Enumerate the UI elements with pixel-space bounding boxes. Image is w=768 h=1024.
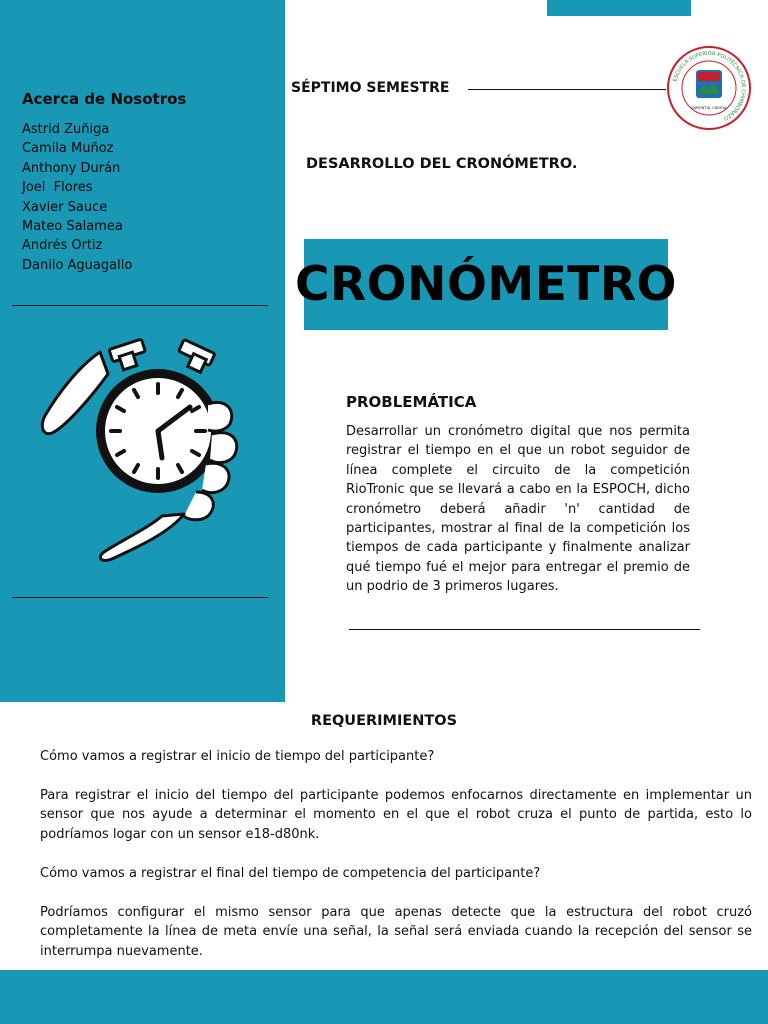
seal-ring-text: ESCUELA SUPERIOR POLITÉCNICA DE CHIMBORAZO <box>672 50 747 122</box>
team-member: Danilo Aguagallo <box>22 257 133 273</box>
requirements-heading: REQUERIMIENTOS <box>310 713 458 729</box>
about-title: Acerca de Nosotros <box>22 90 187 108</box>
top-accent-tab <box>547 0 691 16</box>
sidebar-divider <box>12 597 268 598</box>
team-member: Andrés Ortiz <box>22 238 103 254</box>
problem-heading: PROBLEMÁTICA <box>346 393 477 411</box>
seal-motto: SAPIENTIA, CIENTIA <box>691 106 727 110</box>
team-member: Camila Muñoz <box>22 141 114 157</box>
problem-divider <box>349 629 700 630</box>
requirement-question: Cómo vamos a registrar el final del tiempo de competencia del participante? <box>40 866 541 881</box>
team-list <box>22 120 132 275</box>
title-banner <box>295 239 678 330</box>
subtitle: DESARROLLO DEL CRONÓMETRO. <box>306 156 578 172</box>
semester-heading: SÉPTIMO SEMESTRE <box>291 80 450 96</box>
sidebar-divider <box>12 305 268 306</box>
team-member: Xavier Sauce <box>22 199 108 215</box>
semester-rule <box>468 89 666 90</box>
requirement-answer: Podríamos configurar el mismo sensor para que apenas detecte que la estructura del robot cruzó completamente la línea de meta envíe una señal, la señal será enviada cuando la recepción del sensor se interrumpa nuevamente. <box>40 905 752 959</box>
requirement-question: Cómo vamos a registrar el inicio de tiempo del participante? <box>40 749 435 764</box>
page-title: CRONÓMETRO <box>295 257 678 312</box>
university-seal-icon <box>667 46 751 130</box>
team-member: Mateo Salamea <box>22 218 123 234</box>
problem-body: Desarrollar un cronómetro digital que nos permita registrar el tiempo en el que un robot seguidor de línea complete el circuito de la competición RioTronic que se llevará a cabo en la ESPOCH, dicho cronómetro deberá añadir 'n' cantidad de participantes, mostrar al final de la competición los tiempos de cada participante y finalmente analizar qué tiempo fué el mejor para entregar el premio de un podrio de 3 primeros lugares. <box>346 424 690 595</box>
stopwatch-in-hand-icon <box>30 332 260 572</box>
team-member: Joel Flores <box>22 180 93 196</box>
requirement-answer: Para registrar el inicio del tiempo del participante podemos enfocarnos directamente en implementar un sensor que nos ayude a determinar el momento en el que el robot cruza el punto de partida, esto lo podríamos logar con un sensor e18-d80nk. <box>40 788 752 842</box>
team-member: Astrid Zuñiga <box>22 122 110 137</box>
footer-band <box>0 970 768 1024</box>
team-member: Anthony Durán <box>22 160 121 176</box>
